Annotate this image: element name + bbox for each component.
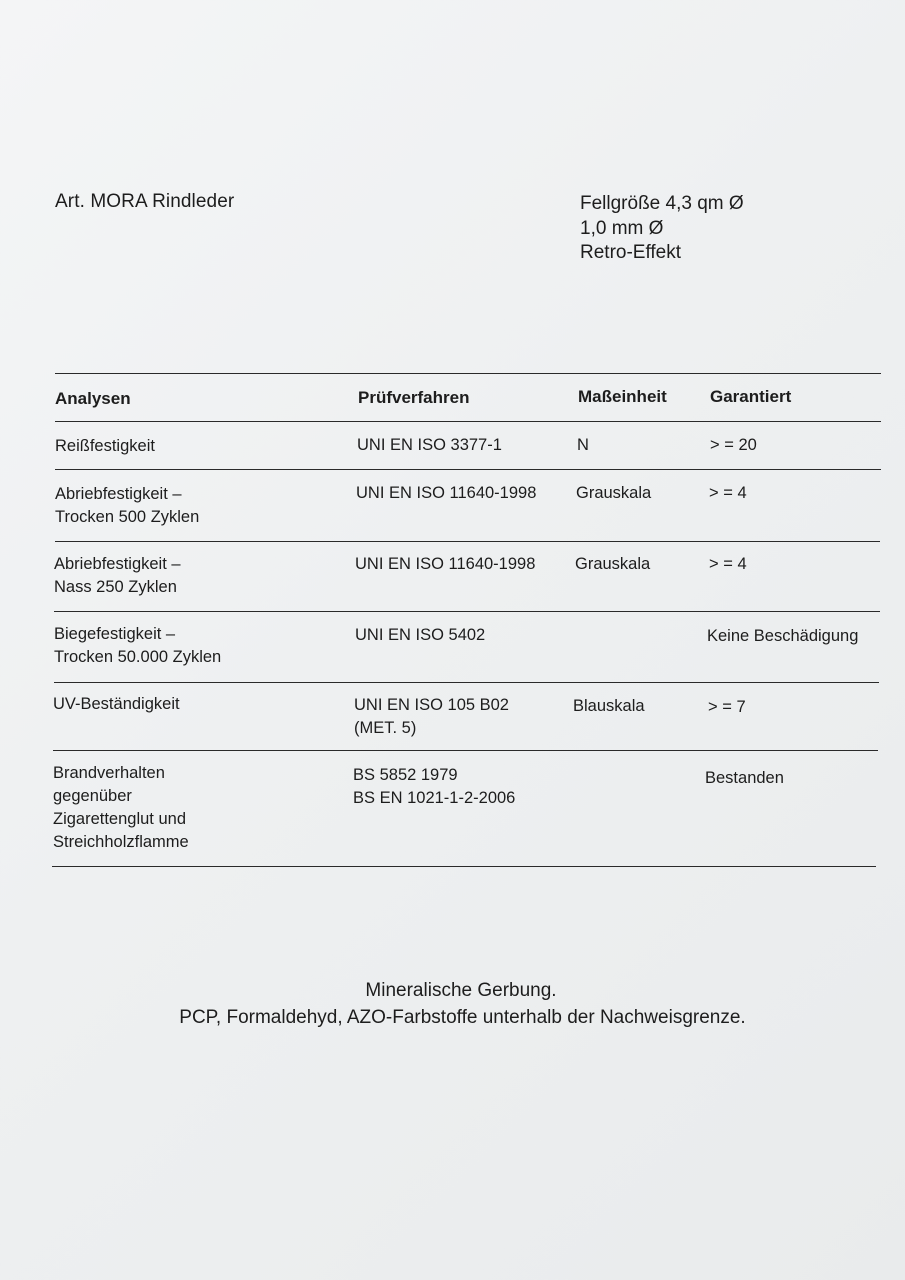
analysis-cell: Streichholzflamme xyxy=(53,833,189,851)
method-cell: BS 5852 1979 xyxy=(353,766,458,784)
analysis-cell: gegenüber xyxy=(53,787,132,805)
method-cell: UNI EN ISO 5402 xyxy=(355,626,486,644)
guaranteed-cell: > = 7 xyxy=(708,698,746,716)
col-header-unit: Maßeinheit xyxy=(578,387,667,406)
col-header-analysis: Analysen xyxy=(55,389,131,408)
method-cell: UNI EN ISO 11640-1998 xyxy=(355,555,536,573)
table-top-rule xyxy=(55,373,881,374)
method-cell: UNI EN ISO 105 B02 xyxy=(354,696,509,714)
row-divider xyxy=(55,541,880,542)
analysis-cell: Reißfestigkeit xyxy=(55,437,155,455)
guaranteed-cell: > = 20 xyxy=(710,436,757,454)
analysis-cell: Nass 250 Zyklen xyxy=(54,578,177,596)
method-cell: UNI EN ISO 3377-1 xyxy=(357,436,502,454)
analysis-cell: UV-Beständigkeit xyxy=(53,695,180,713)
method-cell: (MET. 5) xyxy=(354,719,417,737)
guaranteed-cell: Keine Beschädigung xyxy=(707,627,859,645)
col-header-method: Prüfverfahren xyxy=(358,388,470,407)
col-header-guaranteed: Garantiert xyxy=(710,387,792,406)
table-bottom-rule xyxy=(52,866,876,867)
analysis-cell: Zigarettenglut und xyxy=(53,810,187,828)
analysis-cell: Biegefestigkeit – xyxy=(54,625,176,643)
row-divider xyxy=(53,750,878,751)
article-specs xyxy=(580,192,744,266)
guaranteed-cell: > = 4 xyxy=(709,555,747,573)
unit-cell: N xyxy=(577,436,589,454)
method-cell: UNI EN ISO 11640-1998 xyxy=(356,484,537,502)
guaranteed-cell: > = 4 xyxy=(709,484,747,502)
analysis-cell: Brandverhalten xyxy=(53,764,165,782)
analysis-cell: Abriebfestigkeit – xyxy=(55,485,182,503)
analysis-cell: Trocken 50.000 Zyklen xyxy=(54,648,222,666)
footer-substances: PCP, Formaldehyd, AZO-Farbstoffe unterhalb der Nachweisgrenze. xyxy=(179,1007,746,1028)
row-divider xyxy=(54,611,880,612)
unit-cell: Grauskala xyxy=(575,555,651,573)
row-divider xyxy=(54,682,879,683)
spec-hide-size: Fellgröße 4,3 qm Ø xyxy=(580,193,744,214)
row-divider xyxy=(55,469,881,470)
analysis-cell: Trocken 500 Zyklen xyxy=(55,508,200,526)
article-title: Art. MORA Rindleder xyxy=(55,191,235,212)
unit-cell: Blauskala xyxy=(573,697,645,715)
guaranteed-cell: Bestanden xyxy=(705,769,784,787)
spec-thickness: 1,0 mm Ø xyxy=(580,217,664,239)
method-cell: BS EN 1021-1-2-2006 xyxy=(353,789,516,807)
footer-tanning: Mineralische Gerbung. xyxy=(365,980,557,1001)
table-header-rule xyxy=(55,421,881,422)
unit-cell: Grauskala xyxy=(576,484,652,502)
spec-effect: Retro-Effekt xyxy=(580,242,682,263)
analysis-cell: Abriebfestigkeit – xyxy=(54,555,181,573)
